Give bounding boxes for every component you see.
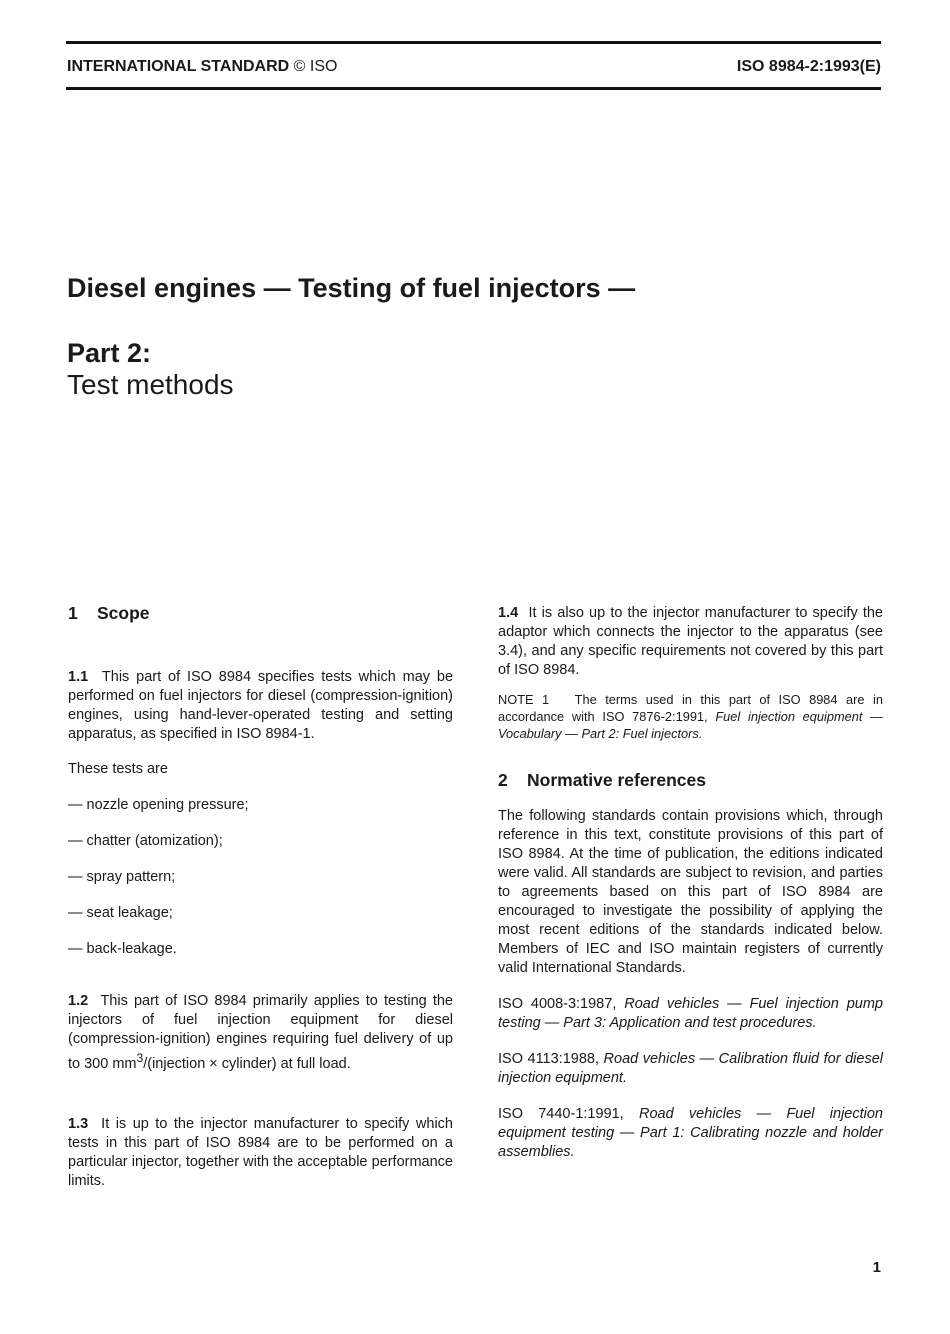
reference-item <box>498 1105 883 1162</box>
clause-1-2 <box>68 992 453 1074</box>
reference-code: ISO 4113:1988, <box>498 1051 600 1067</box>
list-item: — nozzle opening pressure; <box>68 797 249 813</box>
header-bottom-rule <box>66 87 881 90</box>
standard-type: INTERNATIONAL STANDARD <box>67 58 290 75</box>
reference-item <box>498 1050 883 1088</box>
reference-title: Road vehicles — Fuel injection pump testing — Part 3: Application and test procedures. <box>498 996 883 1031</box>
copyright-mark: © ISO <box>293 58 338 75</box>
page-number: 1 <box>872 1259 881 1276</box>
superscript-3: 3 <box>136 1051 144 1065</box>
section-number: 1 <box>68 603 78 623</box>
left-column <box>68 604 453 1191</box>
header-standard-label <box>67 58 337 76</box>
clause-number: 1.3 <box>68 1115 89 1132</box>
clause-text: This part of ISO 8984 specifies tests which may be performed on fuel injectors for diesel (compression-ignition) engines, using hand-lever-operated testing and setting apparatus, as specified in ISO 8984-1. <box>68 669 454 742</box>
list-item: — back-leakage. <box>68 941 177 957</box>
clause-text: This part of ISO 8984 primarily applies to testing the injectors of fuel injection equipment for diesel (compression-ignition) engines requiring fuel delivery of up to 300 mm <box>68 993 453 1072</box>
clause-text: It is also up to the injector manufacturer to specify the adaptor which connects the injector to the apparatus (see 3.4), and any specific requirements not covered by this part of ISO 8984. <box>498 605 883 678</box>
clause-1-1 <box>68 668 453 744</box>
reference-title: Road vehicles — Fuel injection equipment testing — Part 1: Calibrating nozzle and holder assemblies. <box>498 1106 883 1160</box>
list-item: — spray pattern; <box>68 869 176 885</box>
reference-title: Road vehicles — Calibration fluid for diesel injection equipment. <box>498 1051 883 1086</box>
section-title: Scope <box>97 603 150 623</box>
reference-item <box>498 995 883 1033</box>
section-title: Normative references <box>527 770 706 790</box>
list-item: — chatter (atomization); <box>68 833 223 849</box>
reference-code: ISO 7440-1:1991, <box>498 1106 624 1122</box>
clause-text-cont: /(injection × cylinder) at full load. <box>143 1055 351 1072</box>
note-ref-title: Fuel injection equipment — Vocabulary — Part 2: Fuel injectors. <box>498 709 883 741</box>
normative-intro: The following standards contain provisions which, through reference in this text, constitute provisions of this part of ISO 8984. At the time of publication, the editions indicated were valid. All standards are subject to revision, and parties to agreements based on this part of ISO 8984 are encouraged to investigate the possibility of applying the most recent editions of the standards indicated below. Members of IEC and ISO maintain registers of currently valid International Standards. <box>498 808 883 976</box>
section-number: 2 <box>498 770 508 790</box>
section-1-heading <box>68 604 453 623</box>
document-number: ISO 8984-2:1993(E) <box>736 58 881 75</box>
note-label: NOTE 1 <box>498 692 550 707</box>
right-column <box>498 604 883 1162</box>
part-label: Part 2: <box>67 338 152 368</box>
section-2-heading <box>498 771 883 790</box>
clause-number: 1.4 <box>498 605 519 621</box>
note-1 <box>498 691 883 742</box>
document-title: Diesel engines — Testing of fuel injectors — <box>67 273 636 303</box>
clause-1-3 <box>68 1115 453 1191</box>
part-subtitle: Test methods <box>67 369 234 400</box>
note-text: The terms used in this part of ISO 8984 are in accordance with ISO 7876-2:1991, <box>498 692 883 724</box>
clause-number: 1.2 <box>68 993 89 1009</box>
clause-text: It is up to the injector manufacturer to specify which tests in this part of ISO 8984 are to be performed on a particular injector, together with the acceptable performance limits. <box>68 1115 453 1189</box>
reference-code: ISO 4008-3:1987, <box>498 996 617 1012</box>
clause-1-4 <box>498 604 883 680</box>
header-top-rule <box>66 41 881 44</box>
clause-number: 1.1 <box>68 669 89 685</box>
list-item: — seat leakage; <box>68 905 173 921</box>
tests-intro: These tests are <box>68 761 168 777</box>
